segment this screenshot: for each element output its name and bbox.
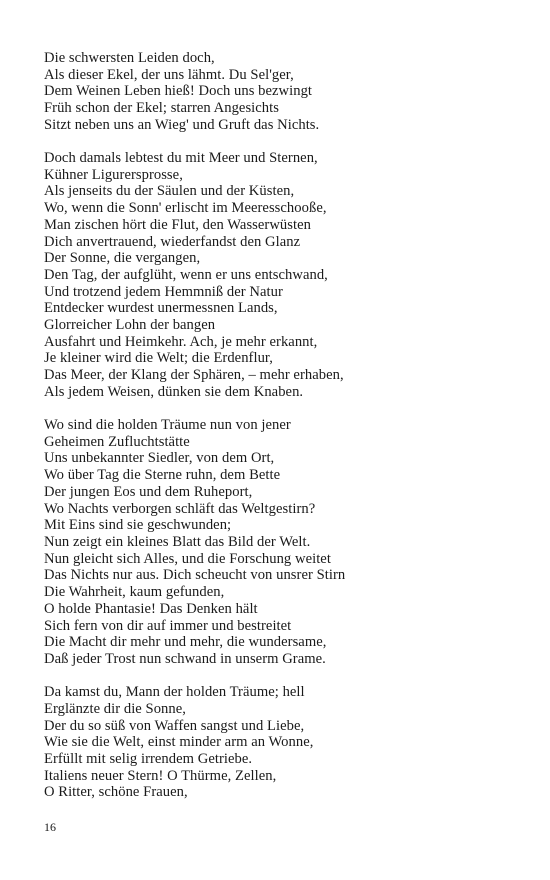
verse-line: Der jungen Eos und dem Ruheport, (44, 483, 253, 500)
verse-line: Den Tag, der aufglüht, wenn er uns entschwand, (44, 266, 328, 283)
verse-line: Da kamst du, Mann der holden Träume; hell (44, 684, 305, 701)
verse-line: Sitzt neben uns an Wieg' und Gruft das Nichts. (44, 116, 320, 133)
poem-text (44, 50, 524, 818)
verse-line: Uns unbekannter Siedler, von dem Ort, (44, 450, 275, 467)
verse-line: Doch damals lebtest du mit Meer und Sternen, (44, 150, 318, 167)
verse-line: Erfüllt mit selig irrendem Getriebe. (44, 750, 253, 767)
stanza (44, 150, 524, 401)
verse-line: Das Nichts nur aus. Dich scheucht von unsrer Stirn (44, 567, 346, 584)
verse-line: Italiens neuer Stern! O Thürme, Zellen, (44, 767, 277, 784)
verse-line: Sich fern von dir auf immer und bestreitet (44, 617, 292, 634)
verse-line: Der Sonne, die vergangen, (44, 250, 201, 267)
verse-line: Wo Nachts verborgen schläft das Weltgestirn? (44, 500, 316, 517)
verse-line: Die schwersten Leiden doch, (44, 50, 215, 66)
verse-line: Nun zeigt ein kleines Blatt das Bild der Welt. (44, 533, 311, 550)
verse-line: Nun gleicht sich Alles, und die Forschung weitet (44, 550, 331, 567)
verse-line: Das Meer, der Klang der Sphären, – mehr erhaben, (44, 367, 344, 384)
verse-line: Als jedem Weisen, dünken sie dem Knaben. (44, 383, 304, 400)
verse-line: Wo, wenn die Sonn' erlischt im Meeresschooße, (44, 200, 327, 217)
verse-line: Früh schon der Ekel; starren Angesichts (44, 100, 279, 117)
verse-line: Wo über Tag die Sterne ruhn, dem Bette (44, 467, 281, 484)
verse-line: Entdecker wurdest unermessnen Lands, (44, 300, 278, 317)
verse-line: Man zischen hört die Flut, den Wasserwüsten (44, 216, 311, 233)
verse-line: Erglänzte dir die Sonne, (44, 700, 186, 717)
verse-line: Wie sie die Welt, einst minder arm an Wonne, (44, 734, 314, 751)
verse-line: Dem Weinen Leben hieß! Doch uns bezwingt (44, 83, 313, 100)
verse-line: Als jenseits du der Säulen und der Küsten, (44, 183, 295, 200)
verse-line: Kühner Ligurersprosse, (44, 166, 183, 183)
verse-line: Und trotzend jedem Hemmniß der Natur (44, 283, 283, 300)
verse-line: Als dieser Ekel, der uns lähmt. Du Sel'ger, (44, 66, 294, 83)
verse-line: Wo sind die holden Träume nun von jener (44, 417, 291, 434)
verse-line: Je kleiner wird die Welt; die Erdenflur, (44, 350, 273, 367)
verse-line: Mit Eins sind sie geschwunden; (44, 517, 232, 534)
verse-line: Ausfahrt und Heimkehr. Ach, je mehr erkannt, (44, 333, 318, 350)
verse-line: Die Wahrheit, kaum gefunden, (44, 584, 225, 601)
verse-line: Geheimen Zufluchtstätte (44, 433, 190, 450)
verse-line: O Ritter, schöne Frauen, (44, 784, 188, 801)
page-number: 16 (44, 820, 56, 834)
verse-line: Der du so süß von Waffen sangst und Liebe, (44, 717, 305, 734)
verse-line: Glorreicher Lohn der bangen (44, 317, 216, 334)
verse-line: Dich anvertrauend, wiederfandst den Glanz (44, 233, 301, 250)
stanza (44, 50, 524, 134)
verse-line: O holde Phantasie! Das Denken hält (44, 600, 258, 617)
stanza (44, 417, 524, 668)
stanza (44, 684, 524, 801)
verse-line: Die Macht dir mehr und mehr, die wundersame, (44, 634, 327, 651)
verse-line: Daß jeder Trost nun schwand in unserm Grame. (44, 650, 326, 667)
